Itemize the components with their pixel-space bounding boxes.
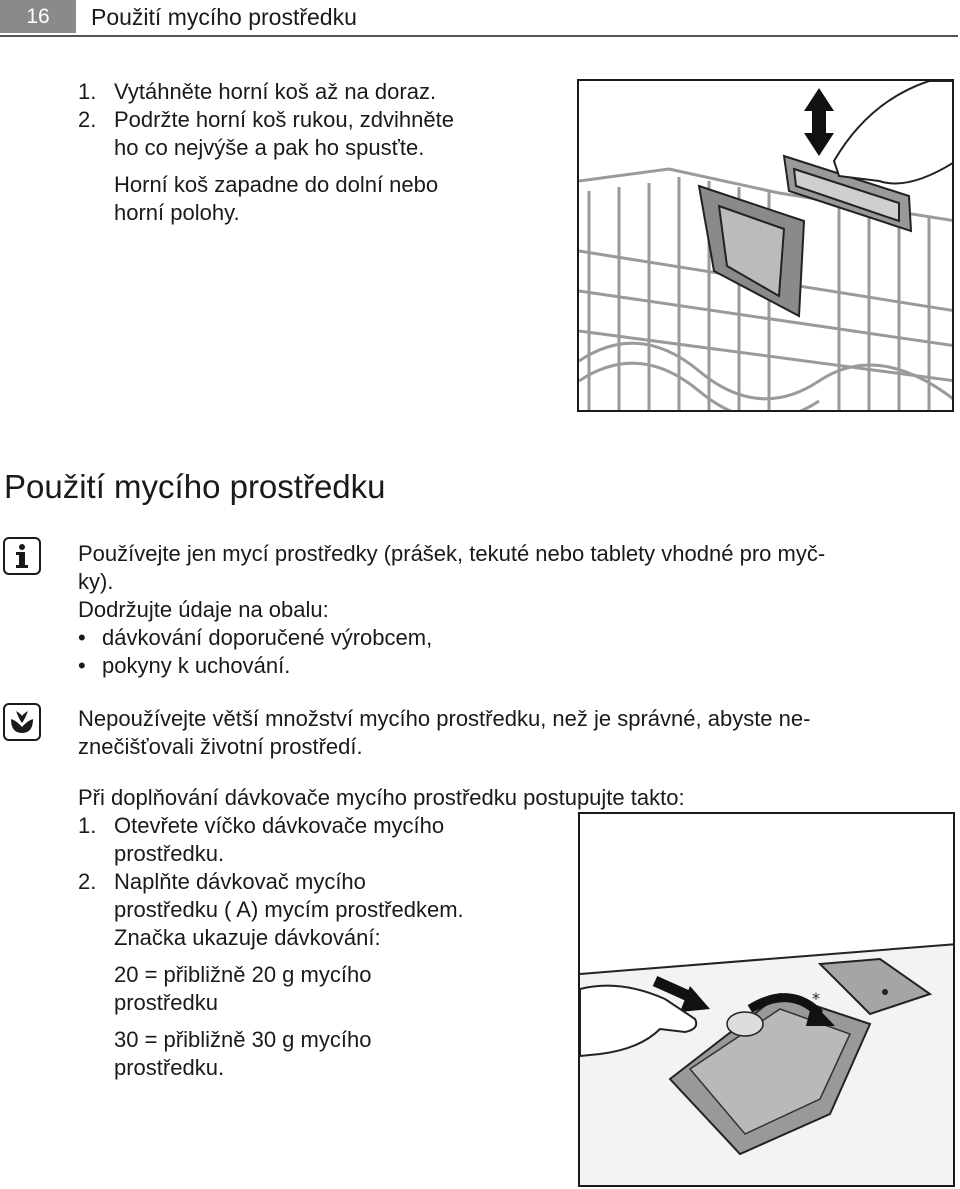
header-title: Použití mycího prostředku <box>91 4 357 30</box>
procedure-intro: Při doplňování dávkovače mycího prostředku postupujte takto: <box>78 785 685 810</box>
step-text: Vytáhněte horní koš až na doraz. <box>114 79 437 104</box>
environment-line-2: znečišťovali životní prostředí. <box>78 734 363 759</box>
info-bullet-2 <box>78 652 290 680</box>
dosage-30-line-1: 30 = přibližně 30 g mycího <box>114 1027 372 1052</box>
dosage-20-line-1: 20 = přibližně 20 g mycího <box>114 962 372 987</box>
dosage-20-line-2: prostředku <box>114 990 218 1015</box>
basket-drawing <box>579 81 954 412</box>
svg-text:*: * <box>812 989 820 1008</box>
upper-basket-illustration <box>577 79 954 412</box>
info-icon <box>3 537 41 575</box>
basket-step-2 <box>78 106 454 134</box>
section-title: Použití mycího prostředku <box>4 468 386 505</box>
dispenser-step-1 <box>78 812 444 840</box>
step-text: Naplňte dávkovač mycího <box>114 869 366 894</box>
environment-icon <box>3 703 41 741</box>
environment-line-1: Nepoužívejte větší množství mycího prostředku, než je správné, abyste ne- <box>78 706 811 731</box>
basket-step-2-continued: ho co nejvýše a pak ho spusťte. <box>114 135 425 160</box>
step-number: 1. <box>78 813 97 838</box>
step-text: Otevřete víčko dávkovače mycího <box>114 813 445 838</box>
bullet-mark: • <box>78 625 86 650</box>
page-number: 16 <box>0 0 76 33</box>
header-divider <box>0 35 958 37</box>
bullet-text: dávkování doporučené výrobcem, <box>102 625 433 650</box>
dispenser-step-2-line-3: Značka ukazuje dávkování: <box>114 925 381 950</box>
dosage-30-line-2: prostředku. <box>114 1055 225 1080</box>
info-line-3: Dodržujte údaje na obalu: <box>78 597 329 622</box>
detergent-dispenser-illustration <box>578 812 955 1187</box>
step-number: 2. <box>78 107 97 132</box>
info-line-2: ky). <box>78 569 114 594</box>
step-text: Podržte horní koš rukou, zdvihněte <box>114 107 454 132</box>
basket-step-2-note-2: horní polohy. <box>114 200 240 225</box>
step-number: 1. <box>78 79 97 104</box>
dispenser-drawing <box>580 814 955 1187</box>
dispenser-step-1-continued: prostředku. <box>114 841 225 866</box>
bullet-text: pokyny k uchování. <box>102 653 291 678</box>
dispenser-step-2 <box>78 868 366 896</box>
info-line-1: Používejte jen mycí prostředky (prášek, tekuté nebo tablety vhodné pro myč- <box>78 541 826 566</box>
basket-step-2-note-1: Horní koš zapadne do dolní nebo <box>114 172 439 197</box>
basket-step-1 <box>78 78 436 106</box>
bullet-mark: • <box>78 653 86 678</box>
info-bullet-1 <box>78 624 432 652</box>
dispenser-step-2-line-2: prostředku ( A) mycím prostředkem. <box>114 897 464 922</box>
step-number: 2. <box>78 869 97 894</box>
